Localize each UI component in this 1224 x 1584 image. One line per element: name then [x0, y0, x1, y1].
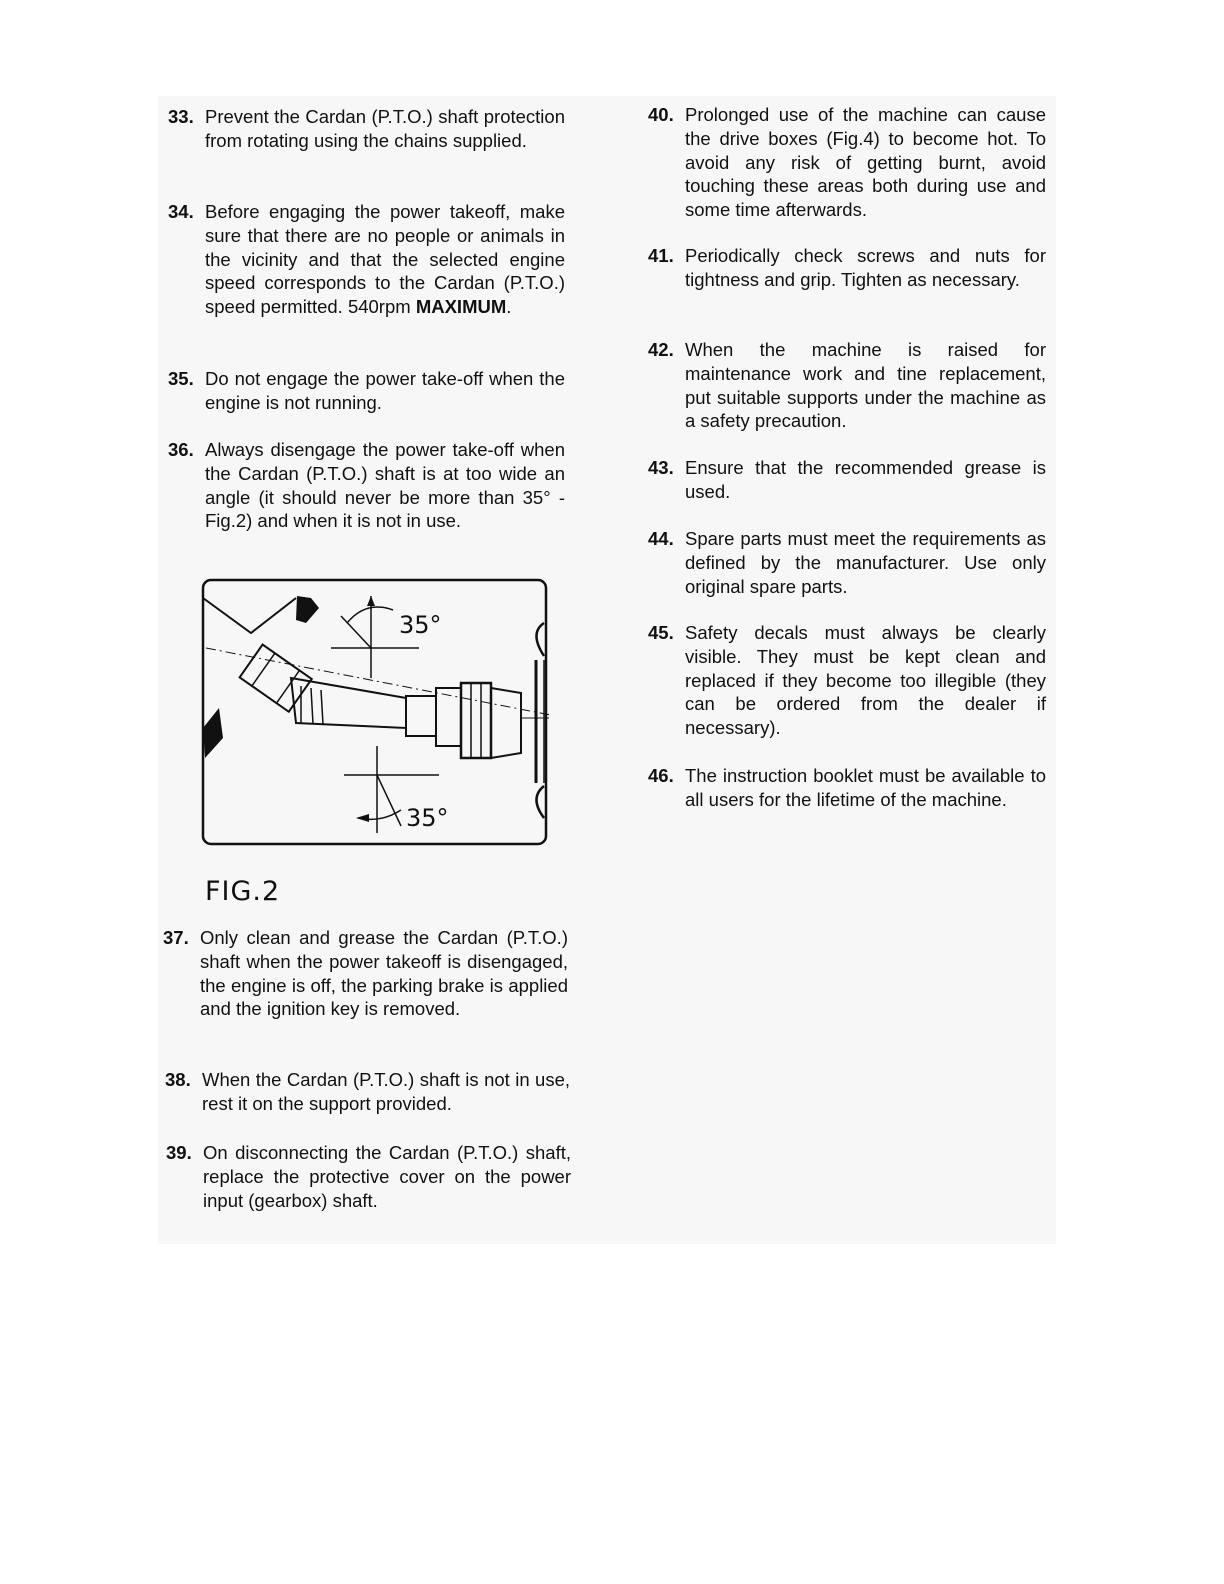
item-text: Prolonged use of the machine can cause the drive boxes (Fig.4) to become hot. To avoid any risk of getting burnt, avoid touching these areas both during use and some time afterwards. — [685, 104, 1046, 221]
item-text: Do not engage the power take-off when the engine is not running. — [205, 368, 565, 413]
item-number: 45. — [648, 622, 674, 643]
emphasis-maximum: MAXIMUM — [415, 296, 507, 318]
item-text: When the Cardan (P.T.O.) shaft is not in use, rest it on the support provided. — [202, 1069, 570, 1114]
item-number: 43. — [648, 457, 674, 478]
item-text: Prevent the Cardan (P.T.O.) shaft protection from rotating using the chains supplied. — [205, 106, 565, 151]
item-text: Before engaging the power takeoff, make sure that there are no people or animals in the vicinity and that the selected engine speed corresponds to the Cardan (P.T.O.) speed permitted. 540rpm MAXIMUM. — [205, 201, 565, 318]
bracket-top — [537, 623, 545, 656]
item-text: Ensure that the recommended grease is used. — [685, 457, 1046, 502]
item-number: 46. — [648, 765, 674, 786]
item-text: Always disengage the power take-off when the Cardan (P.T.O.) shaft is at too wide an angle (it should never be more than 35° - Fig.2) and when it is not in use. — [205, 439, 565, 532]
hitch-part-top — [296, 596, 319, 623]
instruction-item-36 — [168, 438, 565, 533]
item-text: The instruction booklet must be available to all users for the lifetime of the machine. — [685, 765, 1046, 810]
bracket-bottom — [537, 786, 545, 818]
figure-caption: FIG.2 — [205, 876, 281, 907]
item-number: 44. — [648, 528, 674, 549]
figure-frame — [203, 580, 546, 844]
item-number: 40. — [648, 104, 674, 125]
item-number: 34. — [168, 201, 194, 222]
item-number: 41. — [648, 245, 674, 266]
figure-2-diagram — [201, 578, 549, 846]
item-text: When the machine is raised for maintenance work and tine replacement, put suitable supports under the machine as a safety precaution. — [685, 339, 1046, 432]
instruction-item-44 — [648, 527, 1046, 598]
item-number: 38. — [165, 1069, 191, 1090]
item-number: 42. — [648, 339, 674, 360]
instruction-item-34 — [168, 200, 565, 319]
instruction-item-45 — [648, 621, 1046, 740]
angle-label-bottom: 35° — [406, 804, 449, 832]
instruction-item-42 — [648, 338, 1046, 433]
item-number: 36. — [168, 439, 194, 460]
angle-label-top: 35° — [399, 611, 442, 639]
item-text: Safety decals must always be clearly visible. They must be kept clean and replaced if they become too illegible (they can be ordered from the dealer if necessary). — [685, 622, 1046, 739]
item-number: 37. — [163, 927, 189, 948]
item-number: 39. — [166, 1142, 192, 1163]
item-text: Periodically check screws and nuts for tightness and grip. Tighten as necessary. — [685, 245, 1046, 290]
instruction-item-43 — [648, 456, 1046, 504]
yoke-housing — [461, 683, 491, 758]
instruction-item-41 — [648, 244, 1046, 292]
instruction-item-46 — [648, 764, 1046, 812]
instruction-item-38 — [165, 1068, 570, 1116]
item-number: 35. — [168, 368, 194, 389]
instruction-item-40 — [648, 103, 1046, 222]
item-text: On disconnecting the Cardan (P.T.O.) shaft, replace the protective cover on the power input (gearbox) shaft. — [203, 1142, 571, 1211]
instruction-item-33 — [168, 105, 565, 153]
item-number: 33. — [168, 106, 194, 127]
instruction-item-37 — [163, 926, 568, 1021]
hitch-part-bottom — [203, 708, 223, 758]
item-text: Only clean and grease the Cardan (P.T.O.) shaft when the power takeoff is disengaged, the engine is off, the parking brake is applied and the ignition key is removed. — [200, 927, 568, 1020]
instruction-item-39 — [166, 1141, 571, 1212]
instruction-item-35 — [168, 367, 565, 415]
item-text: Spare parts must meet the requirements as defined by the manufacturer. Use only original spare parts. — [685, 528, 1046, 597]
